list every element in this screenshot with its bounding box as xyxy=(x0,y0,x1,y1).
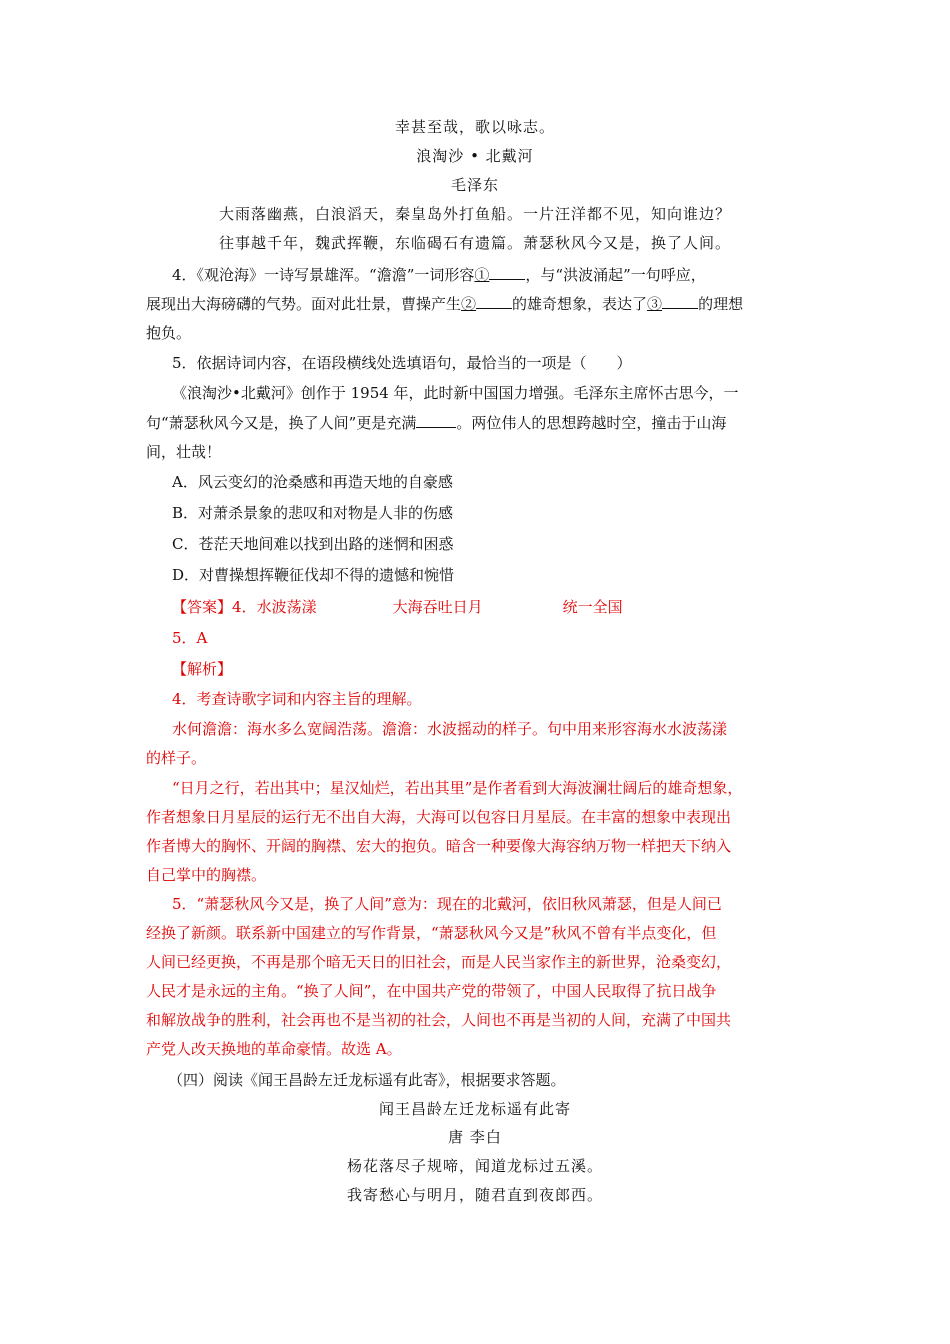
section4-poem-author: 唐 李白 xyxy=(448,1128,502,1146)
q4-mark-2: ② xyxy=(461,295,477,313)
q5-passage-line-1: 《浪淘沙•北戴河》创作于 1954 年，此时新中国国力增强。毛泽东主席怀古思今，一 xyxy=(172,384,739,402)
q4-mark-1: ① xyxy=(474,266,490,284)
q5-blank[interactable] xyxy=(416,411,456,428)
q5-stem: 5．依据诗词内容，在语段横线处选填语句，最恰当的一项是（ ） xyxy=(172,354,632,372)
answer-q5: 5．A xyxy=(172,629,208,647)
analysis-q5-line-6: 产党人改天换地的革命豪情。故选 A。 xyxy=(146,1040,402,1058)
analysis-q4-p2-line-1: “日月之行，若出其中；星汉灿烂，若出其里”是作者看到大海波澜壮阔后的雄奇想象， xyxy=(172,779,743,797)
analysis-q5-line-4: 人民才是永远的主角。“换了人间”，在中国共产党的带领了，中国人民取得了抗日战争 xyxy=(146,982,717,1000)
answer-q4-prefix: 4． xyxy=(232,598,257,616)
q5-passage-line-2 xyxy=(146,411,726,434)
q5-option-a: A．风云变幻的沧桑感和再造天地的自豪感 xyxy=(172,473,453,491)
q4-text-b: ，与“洪波涌起”一句呼应， xyxy=(525,266,706,284)
q4-line-1 xyxy=(172,263,706,286)
q4-blank-1[interactable] xyxy=(489,263,525,280)
analysis-q4-p2-line-3: 作者博大的胸怀、开阔的胸襟、宏大的抱负。暗含一种要像大海容纳万物一样把天下纳入 xyxy=(146,837,732,855)
poem1-author: 毛泽东 xyxy=(450,176,499,194)
poem1-line-1: 大雨落幽燕，白浪滔天，秦皇岛外打鱼船。一片汪洋都不见，知向谁边？ xyxy=(218,205,731,223)
q5-passage-text-a: 句“萧瑟秋风今又是，换了人间”更是充满 xyxy=(146,414,417,432)
poem1-closing-line: 幸甚至哉，歌以咏志。 xyxy=(394,118,555,136)
q5-option-c: C．苍茫天地间难以找到出路的迷惘和困惑 xyxy=(172,535,454,553)
poem1-title: 浪淘沙 • 北戴河 xyxy=(416,147,534,165)
analysis-q4-p1-line-2: 的样子。 xyxy=(146,749,207,767)
section4-poem-title: 闻王昌龄左迁龙标遥有此寄 xyxy=(378,1100,571,1118)
section4-intro: （四）阅读《闻王昌龄左迁龙标遥有此寄》，根据要求答题。 xyxy=(168,1071,566,1089)
section4-poem-line-1: 杨花落尽子规啼，闻道龙标过五溪。 xyxy=(346,1157,603,1175)
analysis-q4-p2-line-2: 作者想象日月星辰的运行无不出自大海，大海可以包容日月星辰。在丰富的想象中表现出 xyxy=(146,808,732,826)
answer-label: 【答案】 xyxy=(172,598,233,616)
q5-option-d: D．对曹操想挥鞭征伐却不得的遗憾和惋惜 xyxy=(172,566,455,584)
analysis-label: 【解析】 xyxy=(172,660,233,678)
analysis-q4-head: 4．考查诗歌字词和内容主旨的理解。 xyxy=(172,690,422,708)
analysis-q5-line-2: 经换了新颜。联系新中国建立的写作背景，“萧瑟秋风今又是”秋风不曾有半点变化，但 xyxy=(146,924,717,942)
q4-mark-3: ③ xyxy=(647,295,663,313)
q4-text-a: 4．《观沧海》一诗写景雄浑。“澹澹”一词形容 xyxy=(172,266,475,284)
q5-passage-text-b: 。两位伟人的思想跨越时空，撞击于山海 xyxy=(456,414,727,432)
q4-text-d: 的雄奇想象，表达了 xyxy=(512,295,648,313)
q4-line-2 xyxy=(146,292,743,315)
poem1-line-2: 往事越千年，魏武挥鞭，东临碣石有遗篇。萧瑟秋风今又是，换了人间。 xyxy=(218,234,731,252)
analysis-q5-line-1: 5．“萧瑟秋风今又是，换了人间”意为：现在的北戴河，依旧秋风萧瑟，但是人间已 xyxy=(172,895,722,913)
q5-passage-line-3: 间，壮哉！ xyxy=(146,443,222,461)
q4-blank-3[interactable] xyxy=(662,292,698,309)
answer-q4-item-2: 大海吞吐日月 xyxy=(392,598,483,616)
analysis-q5-line-5: 和解放战争的胜利，社会再也不是当初的社会，人间也不再是当初的人间，充满了中国共 xyxy=(146,1011,732,1029)
answer-q4-item-1: 水波荡漾 xyxy=(256,598,317,616)
analysis-q4-p2-line-4: 自己掌中的胸襟。 xyxy=(146,866,267,884)
q4-text-c: 展现出大海磅礴的气势。面对此壮景，曹操产生 xyxy=(146,295,462,313)
answer-line xyxy=(172,596,623,618)
q5-option-b: B．对萧杀景象的悲叹和对物是人非的伤感 xyxy=(172,504,454,522)
q4-blank-2[interactable] xyxy=(476,292,512,309)
analysis-q4-p1-line-1: 水何澹澹：海水多么宽阔浩荡。澹澹：水波摇动的样子。句中用来形容海水水波荡漾 xyxy=(172,720,728,738)
q4-text-e: 的理想 xyxy=(698,295,744,313)
answer-q4-item-3: 统一全国 xyxy=(562,598,623,616)
q4-line-3: 抱负。 xyxy=(146,324,192,342)
section4-poem-line-2: 我寄愁心与明月，随君直到夜郎西。 xyxy=(346,1186,603,1204)
analysis-q5-line-3: 人间已经更换，不再是那个暗无天日的旧社会，而是人民当家作主的新世界，沧桑变幻， xyxy=(146,953,732,971)
